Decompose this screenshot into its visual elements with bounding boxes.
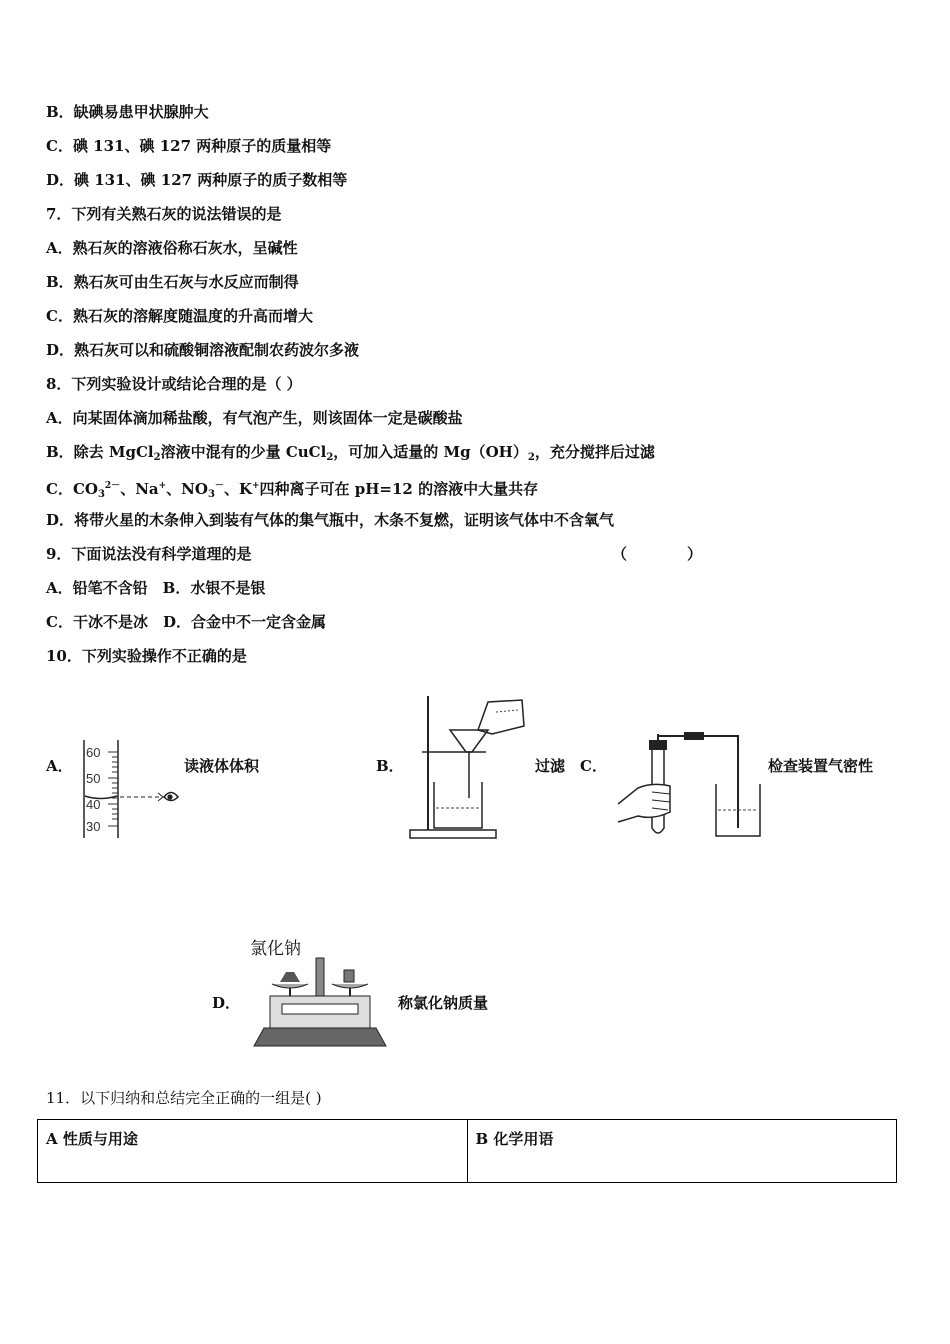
q7-option-a: A．熟石灰的溶液俗称石灰水，呈碱性 [46,239,298,257]
q10-d-label: D． [212,994,241,1012]
q9-stem: 9．下面说法没有科学道理的是 [46,545,252,563]
q9-answer-paren: （ ） [612,545,703,563]
q10-b-label: B． [376,757,404,775]
q8-option-d: D．将带火星的木条伸入到装有气体的集气瓶中，木条不复燃，证明该气体中不含氧气 [46,511,615,529]
graduated-cylinder-figure [78,738,188,842]
q6-option-c: C．碘 131、碘 127 两种原子的质量相等 [46,137,332,155]
q10-c-text: 检查装置气密性 [768,757,874,775]
q6-option-d: D．碘 131、碘 127 两种原子的质子数相等 [46,171,348,189]
q7-option-c: C．熟石灰的溶解度随温度的升高而增大 [46,307,313,325]
q11-col-a-header: A 性质与用途 [38,1120,468,1183]
q9-options-ab: A．铅笔不含铅 B．水银不是银 [46,579,266,597]
q8-option-a: A．向某固体滴加稀盐酸，有气泡产生，则该固体一定是碳酸盐 [46,409,463,427]
q10-d-text: 称氯化钠质量 [398,994,489,1012]
cylinder-tick-label: 40 [86,797,101,812]
q7-stem: 7．下列有关熟石灰的说法错误的是 [46,205,282,223]
q11-col-b-header: B 化学用语 [467,1120,897,1183]
q6-option-b: B．缺碘易患甲状腺肿大 [46,103,209,121]
q8-option-c: C．$CO_3^{2-}$、Na+、$NO_3^-$、K+四种离子可在 pH=12 的溶液中大量共存 [46,480,539,500]
q10-a-label: A． [46,757,73,775]
sodium-chloride-caption: 氯化钠 [250,939,301,959]
eye-icon [164,793,178,801]
q10-b-text: 过滤 [535,757,566,775]
airtightness-check-figure [612,728,768,842]
q10-c-label: C． [580,757,607,775]
q7-option-b: B．熟石灰可由生石灰与水反应而制得 [46,273,299,291]
cylinder-tick-label: 50 [86,771,101,786]
q11-stem: 11．以下归纳和总结完全正确的一组是( ) [46,1089,322,1107]
q10-stem: 10．下列实验操作不正确的是 [46,647,247,665]
q8-stem: 8．下列实验设计或结论合理的是（ ） [46,375,302,393]
q8-option-b: B．除去 MgCl$_2$溶液中混有的少量 CuCl$_2$，可加入适量的 $Mg(OH)_2$，充分搅拌后过滤 [46,443,655,463]
q10-a-text: 读液体体积 [184,757,260,775]
cylinder-tick-label: 30 [86,819,101,834]
q9-options-cd: C．干冰不是冰 D．合金中不一定含金属 [46,613,326,631]
hand-icon [618,784,670,822]
q11-table [37,1119,897,1183]
filtration-apparatus-figure [406,690,532,840]
balance-scale-figure [250,956,390,1050]
q7-option-d: D．熟石灰可以和硫酸铜溶液配制农药波尔多液 [46,341,360,359]
cylinder-tick-label: 60 [86,745,101,760]
